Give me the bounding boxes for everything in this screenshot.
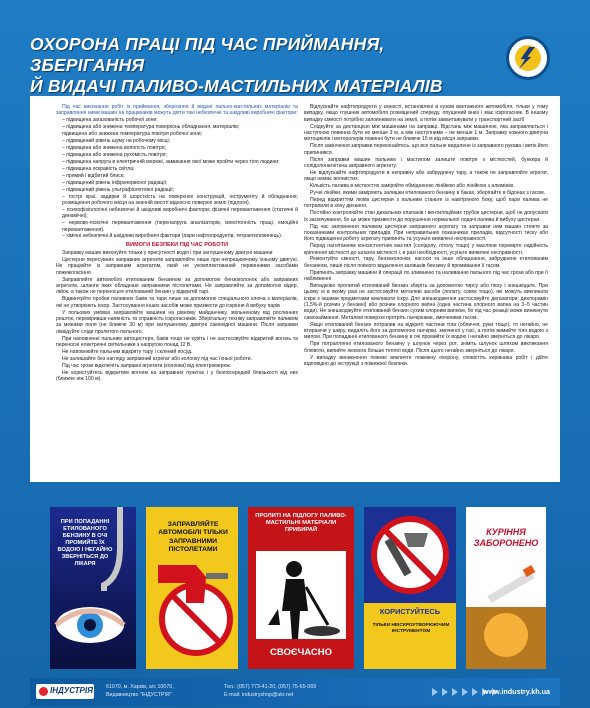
- picture-clean-spill: [248, 507, 354, 669]
- caption-clean-spill: ПРОЛИТІ НА ПІДЛОГУ ПАЛИВО-МАСТИЛЬНІ МАТЕРІАЛИ ПРИБИРАЙ: [255, 513, 347, 534]
- pictogram-strip: [30, 507, 560, 669]
- paragraph: Заправку машин виконуйте тільки у присутності водія і при заглушеному двигуні машини: [62, 250, 273, 257]
- list-item: – гострі краї, задирки й шорсткість на поверхнях конструкцій, інструменту й обладнання; розміщення робочого місця на значній висоті відносно поверхні землі (підлоги).: [62, 193, 298, 206]
- paragraph: Після заправки машин пальним і мастилом залиште повітря з місткостей, бункера й солідолонагнітача заправного агрегату.: [304, 156, 548, 169]
- text-panel: [30, 96, 560, 482]
- caption-fuel-pistol: ЗАПРАВЛЯЙТЕ АВТОМОБІЛІ ТІЛЬКИ ЗАПРАВНИМИ ПІСТОЛЕТАМИ: [158, 521, 228, 554]
- paragraph: У випадку виникнення пожежі викличте пожежну охорону, сповістіть керівника робіт і дійте відповідно до інструкції з пожежної безпеки.: [304, 354, 548, 367]
- paragraph: Перед відкриттям люків цистерни з пальним станьте із навітряного боку, щоб пари палива не потрапили в зону дихання.: [304, 196, 548, 210]
- paragraph: Під час грози відключіть заправні агрегати (колонки) від електромереж.: [62, 362, 232, 369]
- paragraph: Не наповнюйте пальним відкриту тару і скляний посуд.: [62, 348, 193, 355]
- brand-mark-icon: [39, 687, 48, 696]
- caption-eye-wash: ПРИ ПОПАДАННІ ЕТИЛОВАНОГО БЕНЗИНУ В ОЧІ ПРОМИЙТЕ ЇХ ВОДОЮ І НЕГАЙНО ЗВЕРНІТЬСЯ ДО ЛІКАРЯ: [57, 519, 113, 567]
- list-item: – підвищена або знижена рухомість повітря;: [62, 151, 167, 158]
- list-item: – підвищений рівень ультрафіолетової радіації;: [62, 186, 175, 193]
- paragraph: Випадково пролитий етилований бензин зберіть за допомогою тирсу або піску і знешкодьте. При цьому ні в якому разі не застосовуйте металеві засоби (лопату, совок тощо), які можуть викликати іскри з іншими предметами викликати іскру. Для знешкодження застосовуйте дегазатори: дихлорамін (1,5%-й розчин у бензині) або розчин хлорного вапна (одна частина хлорного вапна на 3–5 частин води). Не знешкоджуйте етилований бензин сухим хлорним вапном, бо під час реакції може виникнути самозаймання. Металеві поверхні протріть ганчірками, змоченими гасом.: [304, 283, 548, 321]
- paragraph: Постійно контролюйте стан дихальних клапанів і вентиляційних трубок цистерни, щоб не допускати їх засмічування, бо це може призвести до порушення нормальної подачі палива й вибуху цистерни.: [304, 210, 548, 223]
- picture-no-smoking: [466, 507, 546, 669]
- caption-tools-1: КОРИСТУЙТЕСЬ: [379, 607, 441, 616]
- paragraph: Під час заповнення паливом цистерни заправного агрегату та заправки ним машин стежте за показниками контрольних приладів. При неправильних показниках приладів, відсутності тиску або його підвищенні роботу агрегату припиніть та усуньте виявлені несправності.: [304, 223, 548, 243]
- caption-clean-spill-2: СВОЄЧАСНО: [269, 647, 333, 658]
- paragraph: Ручні лінійки, якими заміряють залишки етилованого бензину в баках, зберігайте в бідонах з гасом.: [310, 190, 546, 197]
- brand-logo-icon: [506, 36, 550, 80]
- list-item: – підвищена яскравість світла;: [62, 165, 135, 172]
- list-item: – підвищена загазованість робочої зони;: [62, 117, 158, 124]
- footer: [30, 678, 560, 706]
- paragraph: У польових умовах заправляйте машини на рівному майданчику, звільненому від рослинних решток, перевіривши наявність та справність іскрогасників. Зберігальну техніку заправляйте паливом за межами поля (не ближче 30 м) при заглушеному двигуні самохідної машини. Після заправки ліквідуйте сліди пролитого пального.: [56, 309, 298, 335]
- caption-no-smoking: КУРІННЯ ЗАБОРОНЕНО: [473, 527, 539, 548]
- list-item: – нервово-психічні перевантаження (перенапруга аналізаторів, монотонність праці, емоційні перевантаження).: [62, 220, 298, 233]
- list-item: підвищена або знижена температура повітря робочої зони;: [62, 131, 202, 138]
- page-title: [30, 34, 500, 97]
- paragraph: При потраплянні етилованого бензину у шлунок через рот, зніміть шлунок шляхом викликання блювоти, випийте якомога більше теплої води. Після цього негайно зверніться до лікаря.: [304, 341, 548, 354]
- title-line-2: Й ВИДАЧІ ПАЛИВО-МАСТИЛЬНИХ МАТЕРІАЛІВ: [30, 76, 443, 96]
- hazard-list: [56, 117, 298, 240]
- paragraph: Кількість палива в місткостях заміряйте обмідненою лінійкою або лінійкою з алюмінію.: [310, 183, 515, 190]
- paragraph: При наповненні пальним автоцистерн, баків тощо не куріть і не застосовуйте відкритий вогонь та переносні електричні світильники з напругою понад 12 В.: [56, 335, 298, 348]
- picture-fuel-pistol: [146, 507, 238, 669]
- paragraph: Не відпускайте нафтопродукти в непривну або забруднену тару, а також не заправляйте агрегат, якщо немає волнистих.: [304, 169, 548, 183]
- paragraph: Не користуйтесь відкритим вогнем на заправних пунктах і у безпосередній близькості від них (ближче ніж 100 м).: [56, 369, 298, 382]
- paragraph: Відвинчуйте пробки паливних баків та тари лише за допомогою спеціального ключа з матеріалів, які не утворюють іскор. Застосування інших засобів може призвести до іскріння й вибуху парів: [56, 296, 298, 309]
- paragraph: Не залишайте без нагляду заправний агрегат або колонку під час їхньої роботи.: [62, 355, 253, 362]
- list-item: – підвищена або знижена вологість повітря;: [62, 145, 166, 152]
- paragraph: Ремонтуйте ємності, тару, бензоколонки, насоси та інше обладнання, забруднене етилованим бензином, лише після повного видалення залишків бензину й промивання її гасом.: [304, 256, 548, 269]
- footer-logo: ІНДУСТРІЯ: [36, 684, 94, 699]
- paragraph: Відпускайте нафтопродукти у ємності, встановлені в кузові вантажного автомобіля, тільки у тому випадку, якщо глушник автомобіля розміщений спереду, опущений вниз і має іскрогасник. В іншому випадку ємності потрібно заповнювати на землі, а потім завантажувати у транспортний засіб: [304, 104, 548, 123]
- list-item: – хімічні небезпечні й шкідливі виробничі фактори (пари нафтопродуктів, тетраетилсвинець).: [62, 233, 283, 240]
- footer-address: 61070, м. Харків, а/с 10070, Видавництво "ІНДУСТРІЯ": [106, 684, 174, 698]
- footer-website[interactable]: www.industry.kh.ua: [482, 687, 550, 696]
- tools-illustration: [364, 507, 456, 669]
- paragraph: Цистерни пересувних заправних агрегатів заправляйте лише при непрацюючому їхньому двигуні. Не працюйте із заправним агрегатом, який не укомплектований первинними засобами пожежогасіння.: [56, 257, 298, 276]
- footer-contacts: Тел.: (057) 773-41-20, (057) 75-65-069 E-mail: industryshop@ukr.net: [224, 684, 317, 698]
- paragraph: Слідкуйте за дистанцією між машинами на заправці. Відстань між машиною, яка заправляється і наступною повинна бути не менше 3 м, а між наступними – не менше 1 м. Заправку кожного двигуна мотоциклів і моторолерів повинні бути не ближче 15 м від місця заправки.: [304, 123, 548, 143]
- left-column: [56, 104, 298, 383]
- safety-requirements: [56, 250, 298, 382]
- caption-tools-2: ТІЛЬКИ НЕІСКРОУТВОРЮЮЧИМ ІНСТРУМЕНТОМ: [372, 623, 450, 634]
- paragraph: Припиніть заправку машини й операції по зливанню та наливанню пального під час грози або при її наближенні: [304, 269, 548, 283]
- paragraph: Заправляйте автомобілі етилованим бензином за допомогою бензоколонок або заправних агрегатів, шланги яких обладнані заправними пістолетами. Не заправляйте за допомогою відер, лійок, а також не переносьте етилований бензин у відкритій тарі.: [56, 276, 298, 296]
- right-column: [304, 104, 548, 368]
- paragraph: Після закінчення заправки переконайтесь, що все пальне видалене із заправного рукава і витік його припинився.: [304, 143, 548, 156]
- section-heading: ВИМОГИ БЕЗПЕКИ ПІД ЧАС РОБОТИ: [125, 241, 229, 248]
- list-item: – підвищена або знижена температура поверхонь обладнання, матеріалів;: [62, 124, 240, 131]
- list-item: – підвищений рівень шуму на робочому місці;: [62, 138, 170, 145]
- picture-eye-wash: [50, 507, 136, 669]
- list-item: – підвищений рівень інфрачервоної радіації;: [62, 179, 168, 186]
- title-line-1: ОХОРОНА ПРАЦІ ПІД ЧАС ПРИЙМАННЯ, ЗБЕРІГАННЯ: [30, 34, 385, 75]
- list-item: – психофізіологічні небезпечні й шкідливі виробничі фактори: фізичні перевантаження (статичні й динамічні);: [62, 206, 298, 220]
- list-item: – прямий і відбитий блиск;: [62, 172, 125, 179]
- picture-non-spark-tools: [364, 507, 456, 669]
- paragraph: Перед нагнітанням консистентних мастил (солідолу, літолу тощо) у масляни перевірте надійність кріплення місткості до шланга місткості і, в разі необхідності, усуньте виявлені несправності.: [304, 243, 548, 256]
- right-paragraphs: [304, 104, 548, 367]
- intro-paragraph: Під час виконання робіт із приймання, зберігання й видачі пально-мастильних матеріалів та заправляння ними машин на працівників можуть діяти такі небезпечні та шкідливі виробничі фактори:: [56, 104, 298, 117]
- list-item: – підвищена напруга в електричній мережі, замикання якої може пройти через тіло людини;: [62, 158, 280, 165]
- paragraph: Якщо етилований бензин потрапив на відкриті частини тіла (обличчя, руки тощо), то негайно, не втираючи у шкіру, видаліть його за допомогою ганчірки, змоченої у гасі, а потім вимийте тіло водою з милом. При попаданні етилованого бензину в очі промийте їх водою і негайно зверніться до лікаря.: [304, 321, 548, 341]
